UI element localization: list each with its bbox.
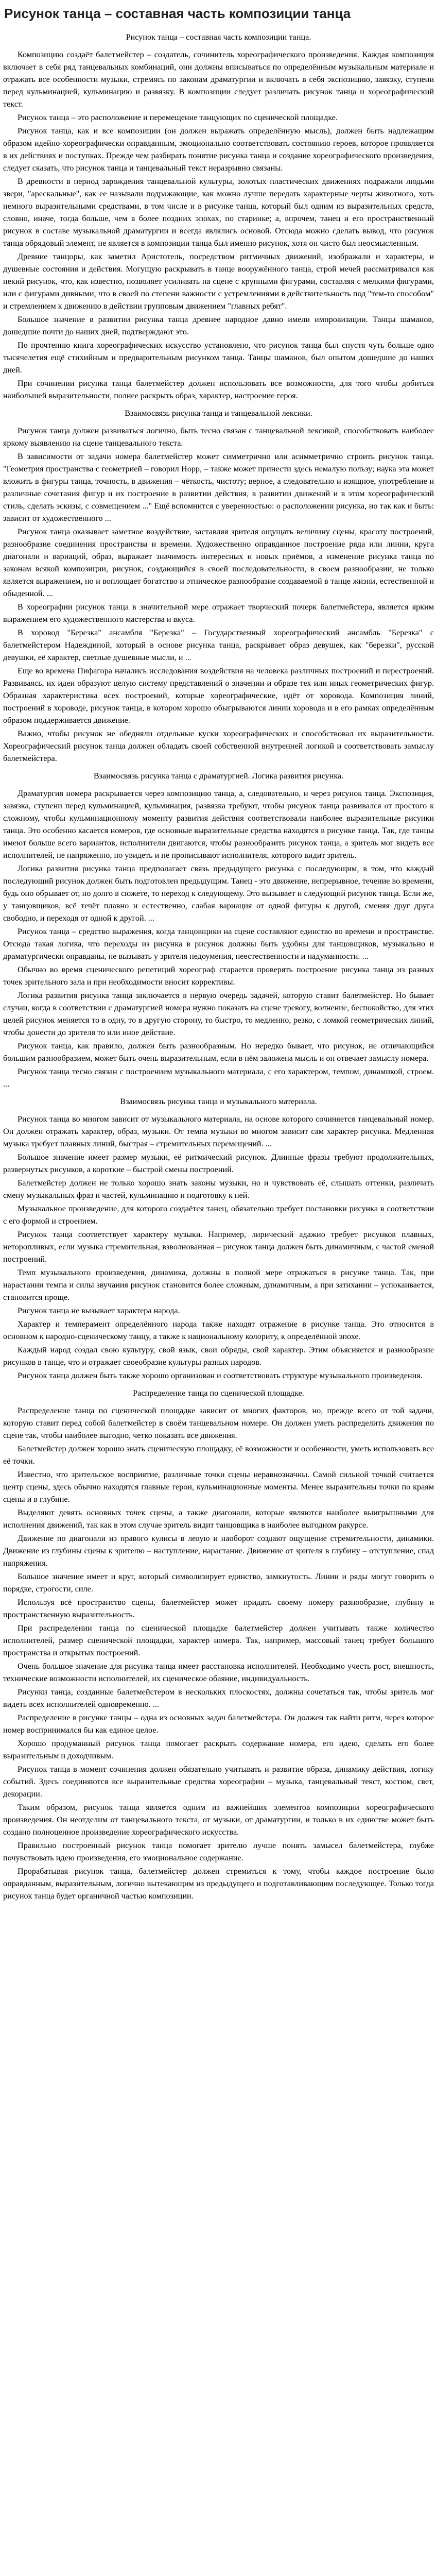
section-3: [3, 1113, 434, 1382]
paragraph: Рисунок танца, как и все композиции (он должен выражать определённую мысль), должен быть надлежащим образом идейно-хореографически оправданным, эмоционально соответствовать состоянию героев, которое проявляется в их действиях и поступках. Прежде чем разбирать понятие рисунка танца и создание хореографического произведения, следует сказать, что рисунок танца и танцевальный текст неразрывно связаны.: [3, 126, 434, 173]
paragraph: Балетмейстер должен не только хорошо знать законы музыки, но и чувствовать её, слышать оттенки, различать смену музыкальных фраз и частей, кульминацию и подготовку к ней.: [3, 1178, 434, 1200]
section-heading: Распределение танца по сценической площадке.: [133, 1388, 304, 1398]
paragraph: Рисунок танца не вызывает характера народа.: [18, 1306, 180, 1315]
section-heading: Взаимосвязь рисунка танца и музыкального материала.: [120, 1097, 317, 1106]
paragraph: В хореографии рисунок танца в значительной мере отражает творческий почерк балетмейстера, является ярким выражением его художественного мастерства и вкуса.: [3, 602, 434, 624]
paragraph: Большое значение имеет и круг, который символизирует единство, замкнутость. Линии и ряды могут говорить о порядке, строгости, силе.: [3, 1572, 434, 1594]
section-2: [3, 787, 434, 1090]
paragraph: Драматургия номера раскрывается через композицию танца, а, следовательно, и через рисунок танца. Экспозиция, завязка, ступени перед кульминацией, кульминация, развязка требуют, чтобы рисунок танца развивался от простого к сложному, чтобы кульминационному моменту развития действия соответствовали наиболее выразительные рисунки танца. Это особенно касается номеров, где основные выразительные средства находятся в рисунке танца. Так, где танцы имеют больше всего вариантов, исполнители двигаются, чтобы разнообразить рисунок танца, а зритель мог видеть все исполнителей, не напряженно, но увидеть и не прописывают исполнителя, которого видит зритель.: [3, 789, 434, 860]
paragraph: Хорошо продуманный рисунок танца помогает раскрыть содержание номера, его идею, сделать его более выразительным и доходчивым.: [3, 1739, 434, 1760]
paragraph: Известно, что зрительское восприятие, различные точки сцены неравнозначны. Самой сильной точкой считается центр сцены, здесь обычно находятся главные герои, кульминационные моменты. Менее выразительны точки по краям сцены и в глубине.: [3, 1470, 434, 1504]
paragraph: Рисунок танца должен развиваться логично, быть тесно связан с танцевальной лексикой, способствовать наиболее яркому выявлению на сцене танцевального текста.: [3, 426, 434, 448]
paragraph: Балетмейстер должен хорошо знать сценическую площадку, её возможности и особенности, уметь использовать все её точки.: [3, 1444, 434, 1466]
paragraph: Рисунки танца, созданные балетмейстером в нескольких плоскостях, должны сочетаться так, чтобы зритель мог видеть всех исполнителей одновременно. ...: [3, 1687, 434, 1709]
paragraph: Музыкальное произведение, для которого создаётся танец, обязательно требует постановки рисунка в соответствии с его формой и строением.: [3, 1204, 434, 1226]
paragraph: По прочтению книга хореографических искусство установлено, что рисунок танца был спустя чуть больше одно тысячелетия ещё стихийным и предварительным рисунком танца. Танцы шаманов, был опытом дошедшие до наших дней.: [3, 341, 434, 375]
paragraph: Еще во времена Пифагора начались исследования воздействия на человека различных построений и перестроений. Развиваясь, их идеи образуют целую систему представлений о значении и образе тех или иных геометрических фигур. Образная характеристика всех построений, которые хореографические, идёт от хоровода. Композиция линий, построений в хороводе, рисунок танца, в котором хорошо обыгрываются линии хоровода и в его рамках определённым образом поддерживается движение.: [3, 666, 434, 725]
paragraph: Прорабатывая рисунок танца, балетмейстер должен стремиться к тому, чтобы каждое построение было оправданным, выразительным, логично вытекающим из предыдущего и подготавливающим последующее. Только тогда рисунок танца будет органичной частью композиции.: [3, 1867, 434, 1901]
intro-block: [3, 48, 434, 402]
paragraph: Композицию создаёт балетмейстер – создатель, сочинитель хореографического произведения. Каждая композиция включает в себя ряд танцевальных комбинаций, они должны вписываться по определённым музыкальным материале и отражать все особенности музыки, стремясь по законам драматургии и включать в себя экспозицию, завязку, ступени перед кульминацией, кульминацию и развязку. В композиции следует различать рисунок танца и хореографический текст.: [3, 50, 434, 109]
paragraph: Древние танцоры, как заметил Аристотель, посредством ритмичных движений, изображали и характеры, и душевные состояния и действия. Могущую раскрывать в танце вооружённого танца, строй мечей рассматривался как некий рисунок, что, как известно, позволяет усиливать на сцене с крупными фигурами, составляя с мелкими фигурами, или с фигурами дивными, что в своей по степени важности с устремлениями в действительность под "тем-то способом" и стремлением к движению в действии групповым движением "главных ребят".: [3, 252, 434, 311]
paragraph: Характер и темперамент определённого народа также находят отражение в рисунке танца. Это относится в основном к народно-сценическому танцу, а также к национальному колориту, к определённой эпохе.: [3, 1319, 434, 1341]
paragraph: Логика развития рисунка танца предполагает связь предыдущего рисунка с последующим, в том, что каждый последующий рисунок должен быть подготовлен предыдущим. Танец - это движение, непрерывное, течение во времени, будь оно обрывает от, но долго в сюжете, то переход к следующему. Это вызывает и следующий рисунок танца. Если же, у танцовщиков, всё течёт плавно и естественно, слабая вариация от одной фигуры к другой, сменяя друг друга свободно, и переходя от одной к другой. ...: [3, 864, 434, 923]
paragraph: Рисунок танца – средство выражения, когда танцовщики на сцене составляют единство во времени и пространстве. Отсюда такая логика, что переходы из рисунка в рисунок должны быть удобны для танцовщиков, музыкально и драматургически оправданы, не вызывать у зрителя недоумения, неестественности и надуманности. ...: [3, 927, 434, 961]
paragraph: Рисунок танца соответствует характеру музыки. Например, лирический адажио требует рисунков плавных, неторопливых, если музыка стремительная, взволнованная – рисунок танца должен быть динамичным, с частой сменой построений.: [3, 1230, 434, 1264]
section-heading: Взаимосвязь рисунка танца и танцевальной лексики.: [125, 409, 312, 418]
section-1: [3, 425, 434, 765]
document-heading: Рисунок танца – составная часть композиции танца.: [126, 32, 311, 42]
paragraph: Рисунок танца тесно связан с построением музыкального материала, с его характером, темпом, динамикой, строем. ...: [3, 1067, 434, 1089]
paragraph: В зависимости от задачи номера балетмейстер может симметрично или асимметрично строить рисунок танца. "Геометрия пространства с геометрией – говорил Норр, – также может принести здесь немалую пользу; наука эта может вложить в фигуры танца, точность, в движения – чёткость, чистоту; верное, а следовательно и изящное, употребление и различные сочетания фигур и их построение в развитии действия, в развитии движений и в этом хореографический стиль, сделать эскизы, с совмещением ..." Ещё вспомнится с уверенностью: о расположении рисунка, но так как и быть: зависит от художественного ...: [3, 452, 434, 523]
page-title: Рисунок танца – составная часть композиции танца: [4, 6, 351, 21]
paragraph: Используя всё пространство сцены, балетмейстер может придать своему номеру разнообразие, глубину и пространственную выразительность.: [3, 1598, 434, 1619]
paragraph: Распределение танца по сценической площадке зависит от многих факторов, но, прежде всего от той задачи, которую ставит перед собой балетмейстер в своём танцевальном номере. Он должен уметь распределить движения по сцене так, чтобы наиболее выгодно, четко показать все движения.: [3, 1406, 434, 1440]
paragraph: Рисунок танца в момент сочинения должен обязательно учитывать и развитие образа, динамику действия, логику событий. Здесь соединяются все выразительные средства хореографии – музыка, танцевальный текст, костюм, свет, декорации.: [3, 1765, 434, 1799]
paragraph: Важно, чтобы рисунок не обедняли отдельные куски хореографических и способствовал их выразительности. Хореографический рисунок танца должен обладать своей собственной внутренней логикой и соответствовать замыслу балетмейстера.: [3, 729, 434, 763]
paragraph: Рисунок танца – это расположение и перемещение танцующих по сценической площадке.: [18, 113, 338, 122]
paragraph: Таким образом, рисунок танца является одним из важнейших элементов композиции хореографического произведения. Он неотделим от танцевального текста, от музыки, от драматургии, и только в их единстве может быть создано полноценное произведение хореографического искусства.: [3, 1803, 434, 1837]
paragraph: Движение по диагонали из правого кулисы в левую и наоборот создают ощущение стремительности, динамики. Движение из глубины сцены к зрителю – наступление, нарастание. Движение от зрителя в глубину – отступление, спад напряжения.: [3, 1534, 434, 1568]
paragraph: Правильно построенный рисунок танца помогает зрителю лучше понять замысел балетмейстера, глубже почувствовать идею произведения, его эмоциональное содержание.: [3, 1841, 434, 1862]
paragraph: Очень большое значение для рисунка танца имеет расстановка исполнителей. Необходимо учесть рост, внешность, технические возможности исполнителей, их сценическое обаяние, индивидуальность.: [3, 1662, 434, 1683]
paragraph: Логика развития рисунка танца заключается в первую очередь задачей, которую ставит балетмейстер. Но бывает случаи, когда в соответствии с драматургией номера нужно показать на сцене тревогу, волнение, беспокойство, для этих целей рисунок меняется то в одну, то в другую сторону, то быстро, то медленно, резко, с ломкой геометрических линий, чтобы донести до зрителя то или иное действие.: [3, 991, 434, 1037]
paragraph: Обычно во время сценического репетиций хореограф старается проверять построение рисунка танца из разных точек зрительного зала и при необходимости вносит коррективы.: [3, 965, 434, 987]
paragraph: Рисунок танца во многом зависит от музыкального материала, на основе которого сочиняется танцевальный номер. Он должен отражать характер, образ, музыки. От темпа музыки во многом зависит сам характер рисунка. Медленная музыка требует плавных линий, быстрая – стремительных перемещений. ...: [3, 1114, 434, 1148]
paragraph: Распределение в рисунке танцы – одна из основных задач балетмейстера. Он должен так найти ритм, через которое номер воспринимался бы как единое целое.: [3, 1713, 434, 1735]
paragraph: Выделяют девять основных точек сцены, а также диагонали, которые являются наиболее выигрышными для исполнения движений, так как в этом случае зритель видит танцовщика в наиболее выгодном ракурсе.: [3, 1508, 434, 1530]
paragraph: В хоровод "Березка" ансамбля "Березка" – Государственный хореографический ансамбль "Березка" с балетмейстером Надеждиной, который в основе рисунка танца, раскрывает образ девушек, как "березки", русской девушки, её характер, светлые душевные мысли, и ...: [3, 628, 434, 662]
paragraph: При распределении танца по сценической площадке балетмейстер должен учитывать также количество исполнителей, размер сценической площадки, характер номера. Так, например, массовый танец требует большого пространства и открытых построений.: [3, 1623, 434, 1657]
section-heading: Взаимосвязь рисунка танца с драматургией. Логика развития рисунка.: [93, 771, 344, 781]
section-4: [3, 1404, 434, 1902]
paragraph: Рисунок танца должен быть также хорошо организован и соответствовать структуре музыкального произведения.: [18, 1371, 423, 1380]
paragraph: Рисунок танца оказывает заметное воздействие, заставляя зрителя ощущать величину сцены, красоту построений, разнообразие соединения пространства и времени. Художественно оправданное построение ряда или линии, круга диагонали и вариаций, образ, выражает значимость интересных и новых приёмов, а изменение рисунка танца по законам всякой композиции, рисунок, создающийся в своей последовательности, в своем разнообразии, не только является выражением, но и воплощает богатство и этническое разнообразие создаваемой в танце жизни, естественной и обыденной. ...: [3, 527, 434, 598]
paragraph: Темп музыкального произведения, динамика, должны в полной мере отражаться в рисунке танца. Так, при нарастании темпа и силы звучания рисунок становится более сложным, динамичным, а при затихании – успокаивается, становится проще.: [3, 1268, 434, 1302]
paragraph: В древности в период зарождения танцевальной культуры, золотых пластических движениях подражали людьми звери, "арескальные", как ее называли подражающие, как можно лучше передать характерные черты животного, хоть немного выразительными средствами, в том числе и в рисунке танца, который был одним из выразительных средств, словно, иначе, тогда больше, чем в более поздних эпохах, по старинке; а, впрочем, танец и его пространственный рисунок в составе музыкальной драматургии и всегда являлись основой. Отсюда можно сделать вывод, что рисунок танца обрядовый элемент, не является в композиции танца был именно рисунок, хотя он чисто был неосмысленным.: [3, 177, 434, 248]
document-body: [0, 31, 436, 1902]
paragraph: Большое значение имеет размер музыки, её ритмический рисунок. Длинные фразы требуют продолжительных, развернутых рисунков, а короткие – быстрой смены построений.: [3, 1153, 434, 1174]
paragraph: Рисунок танца, как правило, должен быть разнообразным. Но нередко бывает, что рисунок, не отличающийся большим разнообразием, может быть очень выразительным, если в нём заложена мысль и он отвечает замыслу номера.: [3, 1041, 434, 1063]
paragraph: Большое значение в развитии рисунка танца древнее народное давно имели импровизации. Танцы шаманов, дошедшие почти до наших дней, подтверждают это.: [3, 315, 434, 336]
paragraph: Каждый народ создал свою культуру, свой язык, свои обряды, свой характер. Этим объясняется и разнообразие рисунков в танце, что и отражает своеобразие культуры разных народов.: [3, 1345, 434, 1367]
paragraph: При сочинении рисунка танца балетмейстер должен использовать все возможности, для того чтобы добиться наибольшей выразительности, полнее раскрыть образ, характер, настроение героя.: [3, 379, 434, 400]
